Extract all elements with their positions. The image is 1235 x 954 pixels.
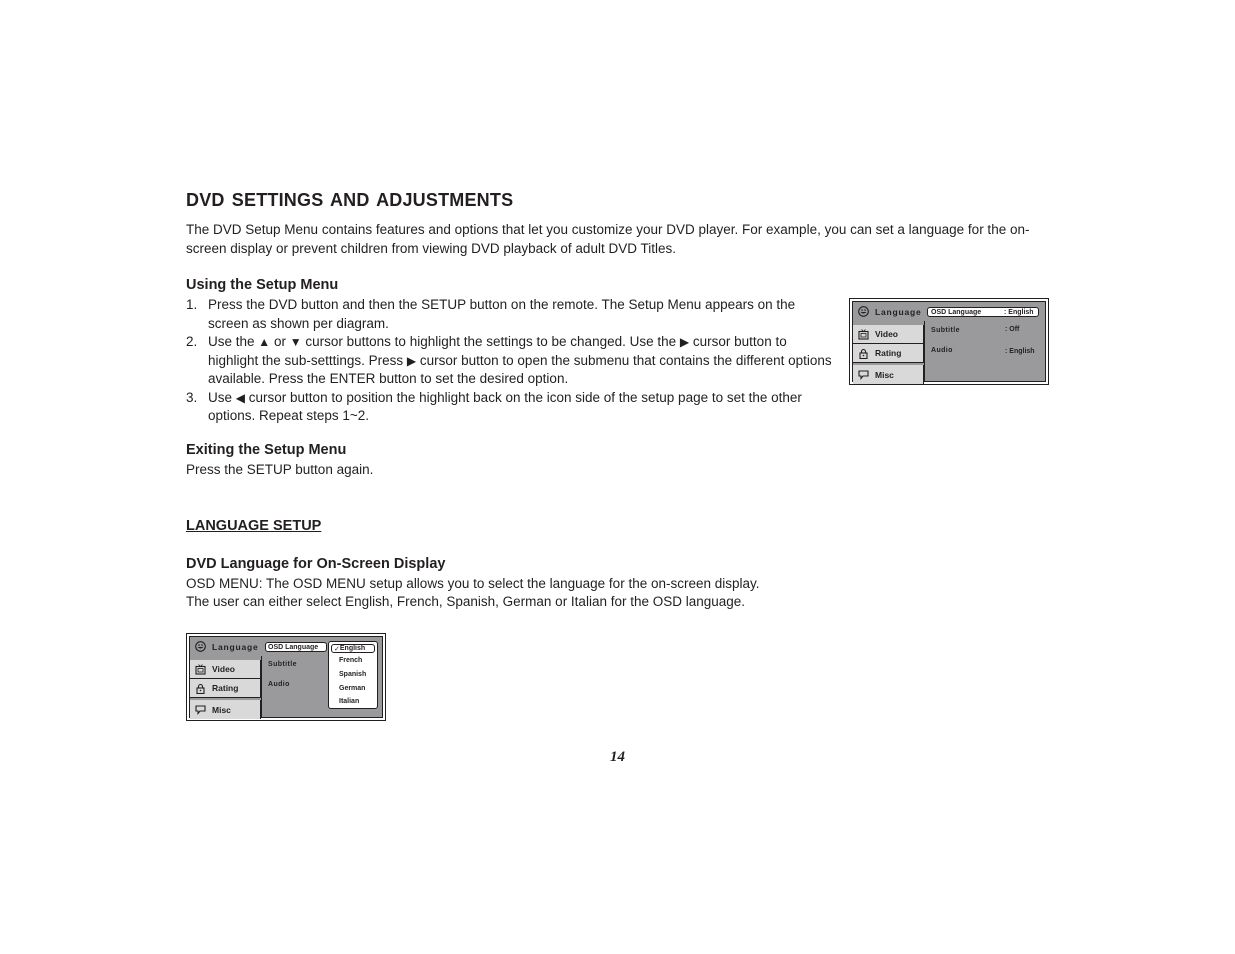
speech-bubble-icon (194, 704, 206, 716)
tab-rating (190, 679, 261, 698)
osd-language-row-highlight (927, 307, 1039, 317)
tab-label: Rating (875, 348, 902, 358)
step-text: Use (208, 389, 233, 405)
osd-menu-line-1: OSD MENU: The OSD MENU setup allows you to select the language for the on-screen display. (186, 576, 760, 591)
dropdown-option[interactable]: French (339, 657, 363, 664)
osd-language-dropdown[interactable] (328, 641, 378, 709)
row-value: : English (1004, 308, 1034, 316)
exiting-setup-text: Press the SETUP button again. (186, 462, 374, 477)
osd-language-heading: DVD Language for On-Screen Display (186, 556, 446, 572)
settings-panel (924, 308, 1045, 381)
page-title: DVD SETTINGS AND ADJUSTMENTS (186, 190, 514, 210)
page-number: 14 (610, 749, 625, 765)
tab-label: Language (212, 641, 259, 652)
down-arrow-icon: ▼ (289, 335, 302, 349)
step-3 (186, 389, 836, 426)
setup-menu-screen (852, 301, 1046, 382)
right-arrow-icon: ▶ (679, 335, 690, 349)
tab-label: Misc (875, 369, 894, 380)
right-arrow-icon: ▶ (406, 353, 417, 368)
osd-language-diagram (186, 633, 386, 721)
step-number: 2. (186, 334, 198, 349)
step-text: Use the (208, 334, 255, 349)
language-face-icon (857, 306, 869, 318)
lock-icon (194, 682, 206, 694)
tab-video (853, 325, 924, 344)
row-label: OSD Language (268, 643, 319, 651)
osd-language-screen (189, 636, 383, 718)
tab-language (190, 637, 261, 656)
tab-language (853, 302, 924, 321)
setup-menu-diagram (849, 298, 1049, 385)
exiting-setup-heading: Exiting the Setup Menu (186, 442, 347, 458)
step-text: cursor button to highlight the sub-setttings. Press (208, 334, 787, 368)
tv-icon (194, 663, 206, 675)
step-text: cursor button to open the submenu that contains the different options available. Press the ENTER button to set the desired option. (208, 352, 832, 386)
dropdown-selected-option[interactable] (331, 644, 375, 653)
intro-paragraph: The DVD Setup Menu contains features and options that let you customize your DVD player. For example, you can set a language for the on-screen display or prevent children from viewing DVD playback of adult DVD Titles. (186, 222, 1030, 256)
settings-panel (261, 643, 382, 717)
step-text: cursor button to position the highlight back on the icon side of the setup page to set the other options. Repeat steps 1~2. (208, 389, 802, 423)
checkmark-icon: ✓ (334, 645, 340, 653)
row-label: OSD Language (931, 308, 982, 316)
row-label: Audio (268, 681, 290, 688)
tab-label: Video (212, 664, 235, 674)
row-value: : Off (1005, 326, 1020, 333)
language-face-icon (194, 641, 206, 653)
row-label: Subtitle (931, 327, 960, 334)
speech-bubble-icon (857, 369, 869, 381)
language-setup-heading: LANGUAGE SETUP (186, 518, 322, 534)
tv-icon (857, 328, 869, 340)
tab-misc (190, 700, 261, 719)
tab-misc (853, 365, 924, 384)
step-1 (186, 296, 836, 333)
tab-label: Misc (212, 704, 231, 715)
dropdown-option[interactable]: Spanish (339, 671, 367, 678)
osd-language-row-highlight (265, 642, 327, 652)
lock-icon (857, 347, 869, 359)
step-number: 1. (186, 297, 198, 312)
option-label: English (339, 645, 366, 652)
step-text: Press the DVD button and then the SETUP button on the remote. The Setup Menu appears on the screen as shown per diagram. (208, 297, 796, 331)
left-arrow-icon: ◀ (235, 390, 246, 405)
dropdown-option[interactable]: Italian (339, 698, 360, 705)
row-label: Subtitle (268, 661, 297, 668)
tab-rating (853, 344, 924, 363)
row-label: Audio (931, 347, 953, 354)
osd-menu-line-2: The user can either select English, French, Spanish, German or Italian for the OSD language. (186, 594, 746, 609)
step-number: 3. (186, 389, 198, 405)
tab-label: Video (875, 329, 898, 339)
step-2 (186, 333, 836, 389)
tab-video (190, 660, 261, 679)
step-text: or (273, 334, 286, 349)
using-setup-heading: Using the Setup Menu (186, 277, 339, 293)
up-arrow-icon: ▲ (258, 335, 271, 349)
tab-label: Rating (212, 683, 239, 693)
step-text: cursor buttons to highlight the settings to be changed. Use the (305, 334, 677, 349)
setup-steps-list (186, 296, 836, 426)
tab-label: Language (875, 306, 922, 317)
dropdown-option[interactable]: German (339, 685, 366, 692)
row-value: : English (1005, 348, 1035, 355)
